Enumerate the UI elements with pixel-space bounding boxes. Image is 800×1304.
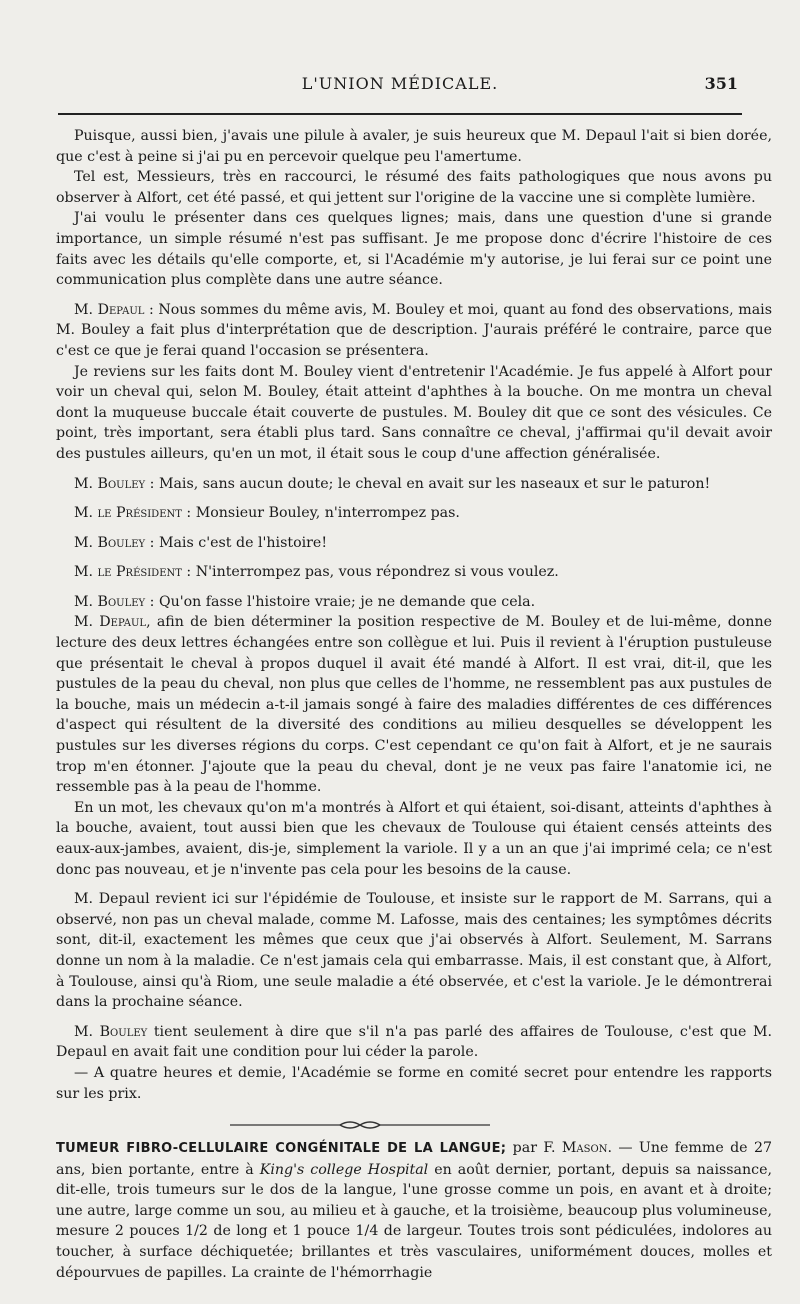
speech-text: : Mais, sans aucun doute; le cheval en avait sur les naseaux et sur le paturon!: [145, 475, 711, 492]
paragraph: En un mot, les chevaux qu'on m'a montrés à Alfort et qui étaient, soi-disant, atteints d'aphthes à la bouche, avaient, tout aussi bien que les chevaux de Toulouse qui étaient censés atteints des eaux-aux-jambes, avaient, dis-je, simplement la variole. Il y a un an que j'ai imprimé cela; ce n'est donc pas nouveau, et je n'invente pas cela pour les besoins de la cause.: [56, 799, 772, 878]
hospital-name: King's college Hospital: [259, 1161, 429, 1178]
session-report: [56, 126, 772, 1104]
speech-paragraph: [56, 1022, 772, 1063]
speech-text: , afin de bien déterminer la position respective de M. Bouley et de lui-même, donne lecture des deux lettres échangées entre son collègue et lui. Puis il revient à l'éruption pustuleuse que présentait le cheval à propos duquel il avait été mandé à Alfort. Il est vrai, dit-il, que les pustules de la peau du cheval, non plus que celles de l'homme, ne ressemblent pas aux pustules de la bouche, mais un médecin a-t-il jamais songé à faire des maladies différentes de ces différences d'aspect qui résultent de la diversité des conditions au milieu desquelles se développent les pustules sur les diverses régions du corps. C'est cependant ce qu'on fait à Alfort, et je ne saurais trop m'en étonner. J'ajoute que la peau du cheval, dont je ne veux pas faire l'anatomie ici, ne ressemble pas à la peau de l'homme.: [56, 614, 773, 796]
paragraph: Puisque, aussi bien, j'avais une pilule à avaler, je suis heureux que M. Depaul l'ait si bien dorée, que c'est à peine si j'ai pu en percevoir quelque peu l'amertume.: [56, 128, 772, 165]
article-text: — Une femme de 27 ans, bien portante, entre à: [56, 1140, 772, 1178]
speech-paragraph: [56, 474, 772, 495]
speaker-name: M. Bouley: [74, 1023, 148, 1040]
speaker-name: M. Bouley: [74, 534, 146, 551]
article-text: en août dernier, portant, depuis sa naissance, dit-elle, trois tumeurs sur le dos de la langue, l'une grosse comme un pois, en avant et à droite; une autre, large comme un sou, au milieu et à gauche, et la troisième, beaucoup plus volumineuse, mesure 2 pouces 1/2 de long et 1 pouce 1/4 de largeur. Toutes trois sont pédiculées, indolores au toucher, à surface déchiquetée; brillantes et très vasculaires, uniformément douces, molles et dépourvues de papilles. La crainte de l'hémorrhagie: [56, 1161, 772, 1281]
speaker-name: M. Depaul: [74, 301, 145, 318]
speaker-name: M. Bouley: [74, 475, 146, 492]
header-rule: [58, 113, 742, 115]
paragraph: Tel est, Messieurs, très en raccourci, le résumé des faits pathologiques que nous avons pu observer à Alfort, cet été passé, et qui jettent sur l'origine de la vaccine une si complète lumière.: [56, 169, 772, 206]
speech-text: : Qu'on fasse l'histoire vraie; je ne demande que cela.: [145, 593, 536, 610]
article-by: par: [506, 1140, 544, 1156]
speech-paragraph: [56, 300, 772, 362]
page-number: 351: [704, 74, 738, 93]
speech-text: : Monsieur Bouley, n'interrompez pas.: [181, 505, 460, 522]
paragraph: J'ai voulu le présenter dans ces quelques lignes; mais, dans une question d'une si grande importance, un simple résumé n'est pas suffisant. Je me propose donc d'écrire l'histoire de ces faits avec les détails qu'elle comporte, et, si l'Académie m'y autorise, je lui ferai sur ce point une communication plus complète dans une autre séance.: [56, 210, 772, 289]
speech-text: tient seulement à dire que s'il n'a pas parlé des affaires de Toulouse, c'est que M. Depaul en avait fait une condition pour lui céder la parole.: [56, 1023, 772, 1061]
speaker-name: M. Bouley: [74, 593, 146, 610]
running-title: L'UNION MÉDICALE.: [301, 74, 499, 93]
speaker-name: M. le Président: [74, 564, 182, 581]
speech-paragraph: [56, 562, 772, 583]
speech-paragraph: [56, 503, 772, 524]
article-author: F. Mason.: [543, 1140, 612, 1156]
paragraph: Je reviens sur les faits dont M. Bouley vient d'entretenir l'Académie. Je fus appelé à Alfort pour voir un cheval qui, selon M. Bouley, était atteint d'aphthes à la bouche. On me montra un cheval dont la muqueuse buccale était couverte de pustules. M. Bouley dit que ce sont des vésicules. Ce point, très important, sera établi plus tard. Sans connaître ce cheval, j'affirmai qu'il devait avoir des pustules ailleurs, qu'en un mot, il était sous le coup d'une affection généralisée.: [56, 363, 772, 462]
speech-paragraph: [56, 612, 772, 797]
speech-text: : N'interrompez pas, vous répondrez si vous voulez.: [181, 564, 559, 581]
article-title: TUMEUR FIBRO-CELLULAIRE CONGÉNITALE DE LA LANGUE;: [56, 1141, 507, 1156]
article-paragraph: [56, 1138, 772, 1283]
section-ornament: [230, 1118, 490, 1132]
paragraph: — A quatre heures et demie, l'Académie se forme en comité secret pour entendre les rapports sur les prix.: [56, 1064, 772, 1102]
speaker-name: M. Depaul: [74, 614, 147, 631]
page-header: [58, 74, 742, 100]
speech-text: : Nous sommes du même avis, M. Bouley et moi, quant au fond des observations, mais M. Bouley a fait plus d'interprétation que de description. J'aurais préféré le contraire, parce que c'est ce que je ferai quand l'occasion se présentera.: [56, 301, 772, 359]
speech-paragraph: [56, 592, 772, 613]
paragraph: M. Depaul revient ici sur l'épidémie de Toulouse, et insiste sur le rapport de M. Sarrans, qui a observé, non pas un cheval malade, comme M. Lafosse, mais des centaines; les symptômes décrits sont, dit-il, exactement les mêmes que ceux que j'ai observés à Alfort. Seulement, M. Sarrans donne un nom à la maladie. Ce n'est jamais cela qui embarrasse. Mais, il est constant que, à Alfort, à Toulouse, ainsi qu'à Riom, une seule maladie a été observée, et c'est la variole. Je le démontrerai dans la prochaine séance.: [56, 891, 772, 1011]
article-tumeur: [56, 1138, 772, 1283]
speech-text: : Mais c'est de l'histoire!: [145, 534, 328, 551]
speech-paragraph: [56, 533, 772, 554]
speaker-name: M. le Président: [74, 505, 182, 522]
